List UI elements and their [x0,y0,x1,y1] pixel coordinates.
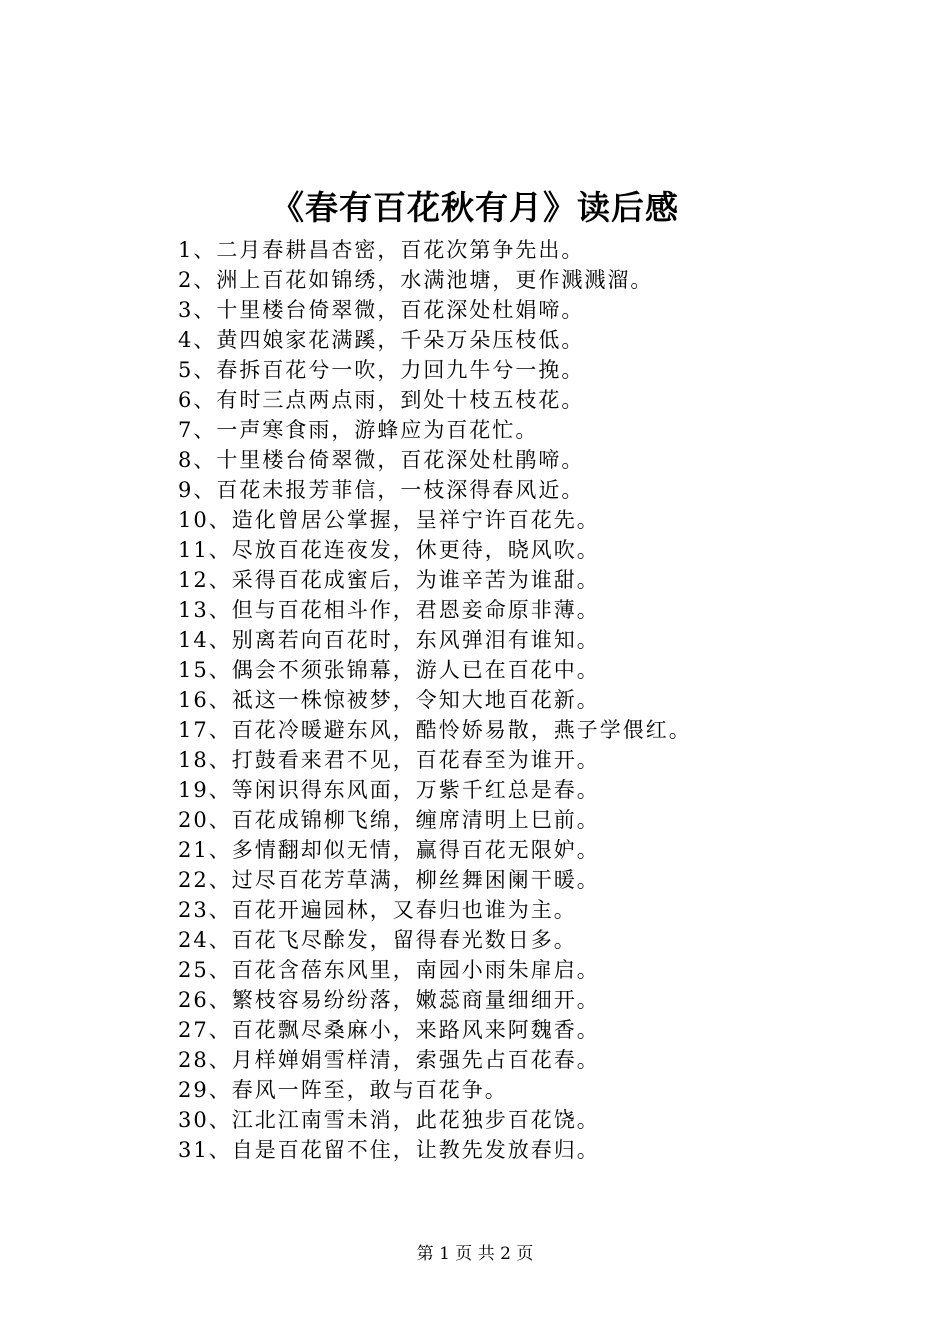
poem-line: 14、别离若向百花时，东风弹泪有谁知。 [178,628,600,652]
poem-line: 6、有时三点两点雨，到处十枝五枝花。 [178,388,585,412]
poem-line: 9、百花未报芳菲信，一枝深得春风近。 [178,478,585,502]
page-number: 第 1 页 共 2 页 [416,1244,534,1264]
poem-line: 8、十里楼台倚翠微，百花深处杜鹃啼。 [178,448,585,472]
poem-line: 7、一声寒食雨，游蜂应为百花忙。 [178,418,539,442]
poem-line: 20、百花成锦柳飞绵，缠席清明上巳前。 [178,808,600,832]
poem-line: 27、百花飘尽桑麻小，来路风来阿魏香。 [178,1018,600,1042]
poem-line: 13、但与百花相斗作，君恩妾命原非薄。 [178,598,600,622]
poem-line-list [178,235,938,1165]
poem-line: 11、尽放百花连夜发，休更待，晓风吹。 [178,538,600,562]
poem-line: 18、打鼓看来君不见，百花春至为谁开。 [178,748,600,772]
poem-line: 4、黄四娘家花满蹊，千朵万朵压枝低。 [178,328,585,352]
poem-line: 19、等闲识得东风面，万紫千红总是春。 [178,778,600,802]
poem-line: 30、江北江南雪未消，此花独步百花饶。 [178,1108,600,1132]
poem-line: 26、繁枝容易纷纷落，嫩蕊商量细细开。 [178,988,600,1012]
poem-line: 29、春风一阵至，敢与百花争。 [178,1078,508,1102]
poem-line: 17、百花冷暖避东风，酷怜娇易散，燕子学偎红。 [178,718,692,742]
poem-line: 22、过尽百花芳草满，柳丝舞困阑干暖。 [178,868,600,892]
poem-line: 5、春拆百花兮一吹，力回九牛兮一挽。 [178,358,585,382]
poem-line: 1、二月春耕昌杏密，百花次第争先出。 [178,238,585,262]
poem-line: 16、祗这一株惊被梦，令知大地百花新。 [178,688,600,712]
poem-line: 24、百花飞尽酴发，留得春光数日多。 [178,928,577,952]
poem-line: 23、百花开遍园林，又春归也谁为主。 [178,898,577,922]
poem-line: 28、月样婵娟雪样清，索强先占百花春。 [178,1048,600,1072]
poem-line: 2、洲上百花如锦绣，水满池塘，更作溅溅溜。 [178,268,654,292]
poem-line: 21、多情翻却似无情，赢得百花无限妒。 [178,838,600,862]
poem-line: 15、偶会不须张锦幕，游人已在百花中。 [178,658,600,682]
document-title: 《春有百花秋有月》读后感 [271,188,679,227]
poem-line: 10、造化曾居公掌握，呈祥宁许百花先。 [178,508,600,532]
poem-line: 12、采得百花成蜜后，为谁辛苦为谁甜。 [178,568,600,592]
poem-line: 3、十里楼台倚翠微，百花深处杜娟啼。 [178,298,585,322]
poem-line: 25、百花含蓓东风里，南园小雨朱扉启。 [178,958,600,982]
poem-line: 31、自是百花留不住，让教先发放春归。 [178,1138,600,1162]
